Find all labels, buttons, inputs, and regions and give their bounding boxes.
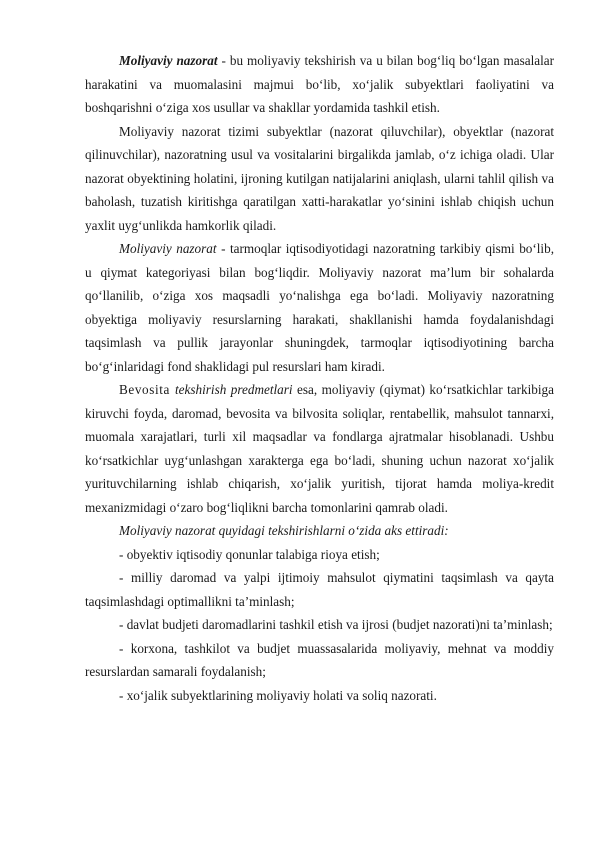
paragraph-text: - tarmoqlar iqtisodiyotidagi nazoratning tarkibiy qismi bo‘lib, u qiymat kategoriyasi bilan bog‘liqdir. Moliyaviy nazorat ma’lum bir sohalarda qo‘llanilib, o‘ziga xos maqsadli yo‘nalishga ega bo‘ladi. Moliyaviy nazoratning obyektiga moliyaviy resurslarning harakati, shakllanishi hamda foydalanishdagi taqsimlash va pullik jarayonlar shuningdek, tarmoqlar iqtisodiyotining barcha bo‘g‘inlaridagi fond shaklidagi pul resurslari ham kiradi. [85,241,554,374]
paragraph-text: Moliyaviy nazorat tizimi subyektlar (nazorat qiluvchilar), obyektlar (nazorat qilinuvchilar), nazoratning usul va vositalarini birgalikda jamlab, o‘z ichiga oladi. Ular nazorat obyektining holatini, ijroning kutilgan natijalarini aniqlash, ularni tahlil qilish va baholash, tuzatish kiritishga qaratilgan xatti-harakatlar yo‘sinini ishlab chiqish uchun yaxlit uyg‘unlikda hamkorlik qiladi. [85,123,554,233]
paragraph-list-intro: Moliyaviy nazorat quyidagi tekshirishlarni o‘zida aks ettiradi: [119,523,449,538]
paragraph-text: - bu moliyaviy tekshirish va u bilan bog‘liq bo‘lgan masalalar harakatini va muomalasini majmui bo‘lib, xo‘jalik subyektlari faoliyatini va boshqarishni o‘ziga xos usullar va shakllar yordamida tashkil etish. [85,53,554,115]
list-item: - obyektiv iqtisodiy qonunlar talabiga rioya etish; [119,546,380,562]
paragraph-component [85,237,554,378]
term-tekshirish-predmetlari: tekshirish predmetlari [175,382,293,397]
term-moliyaviy-nazorat-italic: Moliyaviy nazorat [119,241,217,256]
list-item: - korxona, tashkilot va budjet muassasalarida moliyaviy, mehnat va moddiy resurslardan samarali foydalanish; [85,640,554,679]
paragraph-lead: Bevosita [119,382,176,397]
list-item: - davlat budjeti daromadlarini tashkil etish va ijrosi (budjet nazorati)ni ta’minlash; [119,617,553,632]
paragraph-subjects [85,378,554,519]
list-item: - milliy daromad va yalpi ijtimoiy mahsulot qiymatini taqsimlash va qayta taqsimlashdagi optimallikni ta’minlash; [85,570,554,609]
paragraph-text: esa, moliyaviy (qiymat) ko‘rsatkichlar tarkibiga kiruvchi foyda, daromad, bevosita va bilvosita soliqlar, rentabellik, mahsulot tannarxi, muomala xarajatlari, turli xil maqsadlar va fondlarga ajratmalar hisoblanadi. Ushbu ko‘rsatkichlar uyg‘unlashgan xarakterga ega bo‘ladi, shuning uchun nazorat xo‘jalik yurituvchilarning ishlab chiqarish, xo‘jalik yuritish, tijorat hamda moliya-kredit mexanizmidagi o‘zaro bog‘liqlikni barcha tomonlarini qamrab oladi. [85,382,554,515]
term-moliyaviy-nazorat: Moliyaviy nazorat [119,53,218,68]
paragraph-definition [85,49,554,120]
document-page [85,49,554,707]
paragraph-system [85,120,554,238]
list-item: - xo‘jalik subyektlarining moliyaviy holati va soliq nazorati. [119,687,437,703]
